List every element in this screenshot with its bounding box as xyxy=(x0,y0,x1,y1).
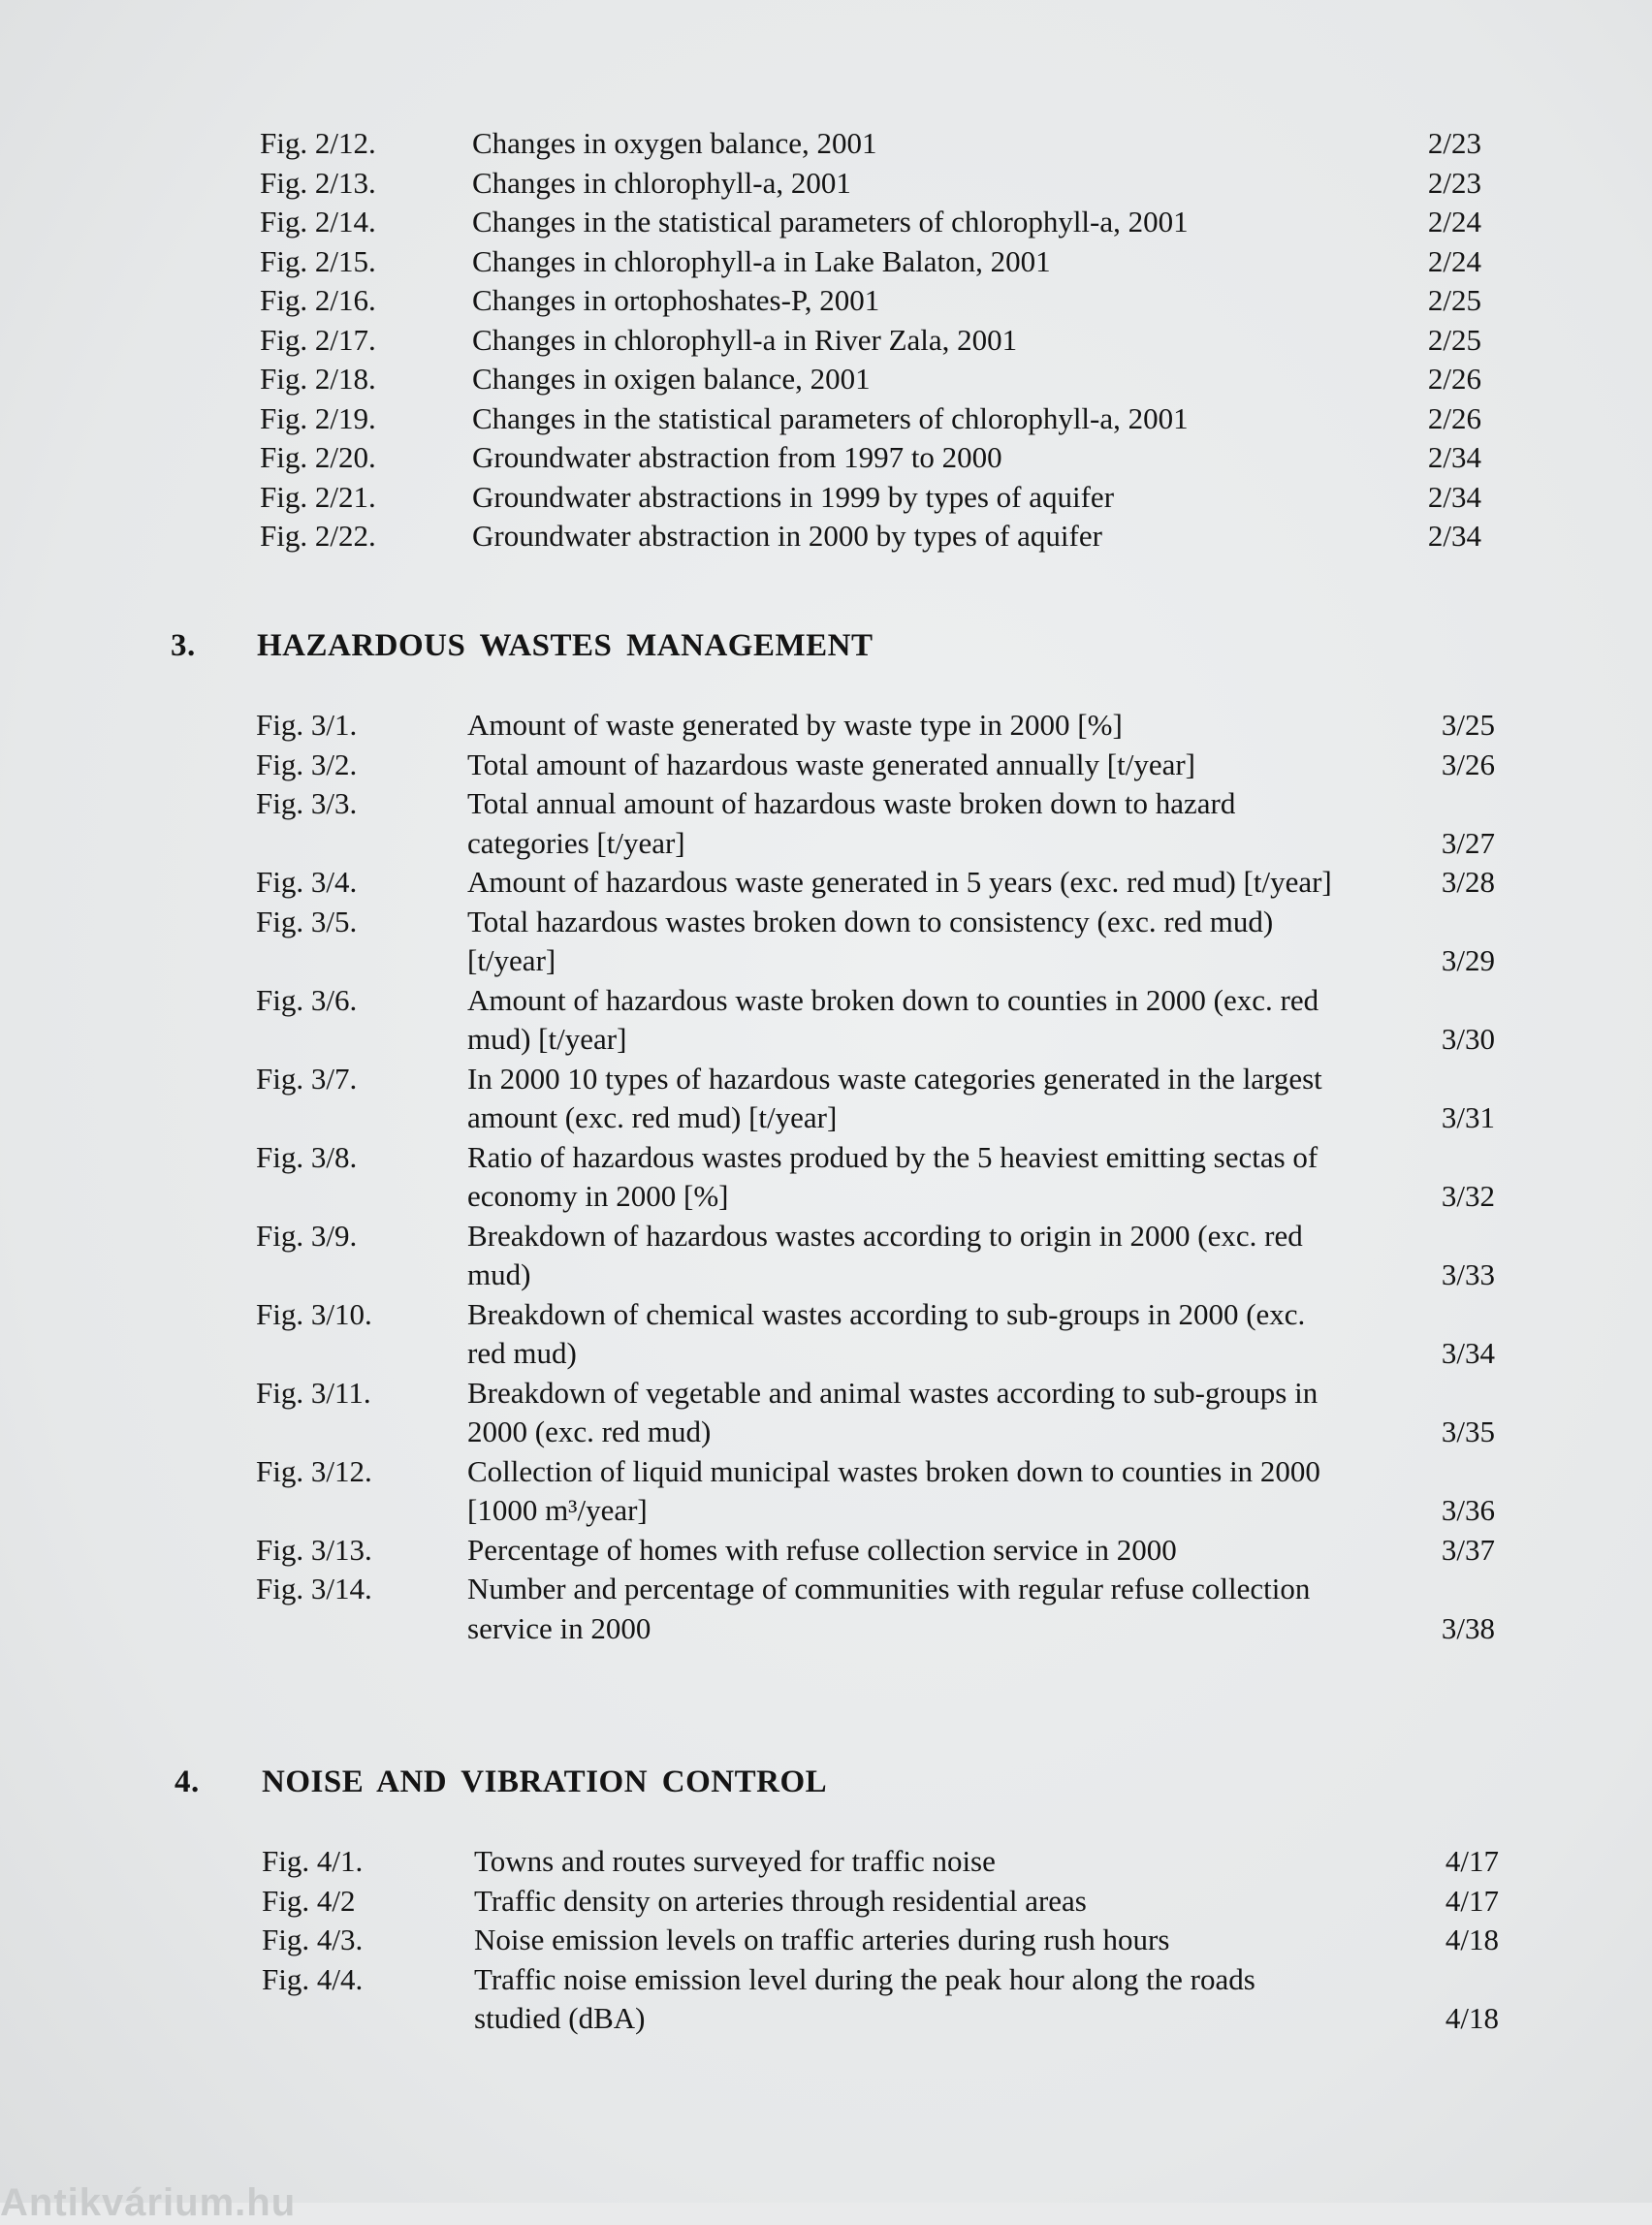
figure-label: Fig. 2/13. xyxy=(260,165,376,200)
figure-page: 3/26 xyxy=(1441,747,1495,781)
figure-page: 2/24 xyxy=(1427,243,1481,278)
figure-title: Number and percentage of communities with regular refuse collection service in 2000 xyxy=(467,1572,1311,1645)
figure-page: 4/17 xyxy=(1445,1844,1499,1878)
section-noise-vibration xyxy=(0,1764,1652,2039)
figure-entry xyxy=(0,360,1652,399)
figure-title: Percentage of homes with refuse collection service in 2000 xyxy=(467,1532,1177,1567)
figure-label: Fig. 4/3. xyxy=(262,1923,364,1956)
section-number: 4. xyxy=(175,1764,200,1799)
figure-page: 3/34 xyxy=(1441,1336,1495,1370)
figure-title: Groundwater abstractions in 1999 by types of aquifer xyxy=(472,479,1115,514)
figure-entry xyxy=(0,124,1652,164)
figure-entry xyxy=(0,746,1652,785)
figure-page: 2/25 xyxy=(1427,283,1481,317)
figure-title: Ratio of hazardous wastes produed by the 5 heaviest emitting sectas of economy in 2000 [%] xyxy=(467,1139,1318,1213)
figure-title: Amount of hazardous waste generated in 5 years (exc. red mud) [t/year] xyxy=(467,865,1332,899)
figure-entry xyxy=(0,863,1652,903)
figure-label: Fig. 3/1. xyxy=(256,708,358,742)
figure-title: Changes in oxigen balance, 2001 xyxy=(472,362,871,396)
figure-title: Changes in chlorophyll-a in Lake Balaton, 2001 xyxy=(472,243,1051,278)
figure-entry xyxy=(0,1842,1652,1882)
figure-entry xyxy=(0,478,1652,518)
figure-page: 2/34 xyxy=(1427,479,1481,514)
figure-entry xyxy=(0,1374,1652,1452)
section-title: HAZARDOUS WASTES MANAGEMENT xyxy=(257,628,874,663)
figure-label: Fig. 2/18. xyxy=(260,362,376,396)
figure-page: 2/26 xyxy=(1427,400,1481,435)
figure-label: Fig. 3/13. xyxy=(256,1532,372,1567)
figure-entry xyxy=(0,1217,1652,1295)
figure-page: 3/37 xyxy=(1441,1532,1495,1567)
figure-title: Changes in chlorophyll-a in River Zala, 2001 xyxy=(472,322,1018,357)
figure-page: 3/30 xyxy=(1441,1022,1495,1056)
figure-entry xyxy=(0,1295,1652,1374)
figure-page: 3/33 xyxy=(1441,1257,1495,1291)
section-hazardous-wastes xyxy=(0,628,1652,1648)
figure-title: Changes in chlorophyll-a, 2001 xyxy=(472,165,851,200)
figure-title: Towns and routes surveyed for traffic noise xyxy=(474,1844,996,1878)
figure-label: Fig. 3/11. xyxy=(256,1375,371,1410)
figure-page: 2/26 xyxy=(1427,362,1481,396)
section-heading xyxy=(0,628,1652,667)
figure-label: Fig. 3/4. xyxy=(256,865,358,899)
figure-label: Fig. 2/19. xyxy=(260,400,376,435)
figure-page: 3/25 xyxy=(1441,708,1495,742)
figure-title: Changes in oxygen balance, 2001 xyxy=(472,126,877,160)
figure-title: Amount of hazardous waste broken down to counties in 2000 (exc. red mud) [t/year] xyxy=(467,982,1319,1056)
figure-title: Breakdown of hazardous wastes according to origin in 2000 (exc. red mud) xyxy=(467,1218,1303,1291)
figure-title: Groundwater abstraction from 1997 to 2000 xyxy=(472,440,1002,474)
figure-label: Fig. 3/12. xyxy=(256,1453,372,1488)
figure-label: Fig. 2/12. xyxy=(260,126,376,160)
figure-label: Fig. 2/20. xyxy=(260,440,376,474)
figure-entry xyxy=(0,1570,1652,1648)
figure-label: Fig. 3/5. xyxy=(256,904,358,938)
figure-page: 4/17 xyxy=(1445,1883,1499,1918)
figure-page: 2/25 xyxy=(1427,322,1481,357)
figure-title: Total hazardous wastes broken down to consistency (exc. red mud) [t/year] xyxy=(467,904,1274,977)
figure-page: 2/34 xyxy=(1427,440,1481,474)
figure-title: Traffic density on arteries through residential areas xyxy=(474,1883,1087,1918)
figure-entry xyxy=(0,399,1652,439)
figure-entry xyxy=(0,784,1652,863)
figure-label: Fig. 3/14. xyxy=(256,1572,372,1605)
figure-entry xyxy=(0,981,1652,1060)
figure-entry xyxy=(0,1921,1652,1960)
figure-title: In 2000 10 types of hazardous waste categories generated in the largest amount (exc. red mud) [t/year] xyxy=(467,1061,1322,1134)
figure-entry xyxy=(0,164,1652,204)
section-water-figures xyxy=(0,124,1652,556)
section-heading xyxy=(0,1764,1652,1803)
figure-label: Fig. 3/3. xyxy=(256,786,358,820)
figure-page: 3/29 xyxy=(1441,943,1495,977)
figure-entry xyxy=(0,242,1652,282)
figure-label: Fig. 2/21. xyxy=(260,479,376,514)
figure-entry xyxy=(0,517,1652,556)
figure-page: 3/28 xyxy=(1441,865,1495,899)
figure-entry xyxy=(0,706,1652,746)
figure-entry xyxy=(0,1960,1652,2039)
figure-page: 3/38 xyxy=(1441,1610,1495,1645)
figure-page: 4/18 xyxy=(1445,2001,1499,2035)
figure-label: Fig. 2/15. xyxy=(260,243,376,278)
figure-title: Amount of waste generated by waste type in 2000 [%] xyxy=(467,708,1123,742)
figure-title: Changes in the statistical parameters of chlorophyll-a, 2001 xyxy=(472,400,1189,435)
figure-title: Noise emission levels on traffic arteries during rush hours xyxy=(474,1923,1170,1956)
figure-entry xyxy=(0,1882,1652,1922)
figure-entry xyxy=(0,281,1652,321)
figure-title: Total amount of hazardous waste generated annually [t/year] xyxy=(467,747,1195,781)
figure-entry xyxy=(0,203,1652,242)
figure-title: Changes in ortophoshates-P, 2001 xyxy=(472,283,880,317)
figure-label: Fig. 2/22. xyxy=(260,519,376,553)
figure-page: 2/24 xyxy=(1427,205,1481,238)
figure-label: Fig. 3/7. xyxy=(256,1061,358,1096)
figure-label: Fig. 4/4. xyxy=(262,1961,364,1996)
figure-label: Fig. 4/1. xyxy=(262,1844,364,1878)
figure-label: Fig. 3/2. xyxy=(256,747,358,781)
figure-entry xyxy=(0,1452,1652,1531)
figure-entry xyxy=(0,321,1652,361)
figure-label: Fig. 3/8. xyxy=(256,1139,358,1174)
section-title: NOISE AND VIBRATION CONTROL xyxy=(262,1764,828,1799)
figure-entry xyxy=(0,438,1652,478)
figure-entry xyxy=(0,903,1652,981)
figure-page: 2/23 xyxy=(1427,126,1481,160)
figure-title: Traffic noise emission level during the peak hour along the roads studied (dBA) xyxy=(474,1961,1255,2035)
figure-title: Groundwater abstraction in 2000 by types of aquifer xyxy=(472,519,1102,553)
section-number: 3. xyxy=(171,628,196,663)
figure-label: Fig. 2/16. xyxy=(260,283,376,317)
figure-page: 2/34 xyxy=(1427,519,1481,553)
figure-page: 3/27 xyxy=(1441,825,1495,860)
figure-entry xyxy=(0,1060,1652,1138)
figure-entry xyxy=(0,1138,1652,1217)
watermark-text: Antikvárium.hu xyxy=(0,2181,297,2224)
figure-label: Fig. 3/6. xyxy=(256,982,358,1017)
figure-page: 4/18 xyxy=(1445,1923,1499,1956)
figure-label: Fig. 3/10. xyxy=(256,1296,372,1331)
figure-title: Collection of liquid municipal wastes broken down to counties in 2000 [1000 m³/year] xyxy=(467,1453,1320,1527)
figure-page: 3/32 xyxy=(1441,1179,1495,1213)
figure-page: 3/35 xyxy=(1441,1414,1495,1448)
figure-title: Changes in the statistical parameters of chlorophyll-a, 2001 xyxy=(472,205,1189,238)
figure-page: 3/31 xyxy=(1441,1100,1495,1134)
figure-label: Fig. 4/2 xyxy=(262,1883,356,1918)
figure-page: 2/23 xyxy=(1427,165,1481,200)
figure-title: Total annual amount of hazardous waste broken down to hazard categories [t/year] xyxy=(467,786,1236,860)
figure-title: Breakdown of chemical wastes according to sub-groups in 2000 (exc. red mud) xyxy=(467,1296,1306,1370)
figure-label: Fig. 3/9. xyxy=(256,1218,358,1253)
figure-page: 3/36 xyxy=(1441,1493,1495,1527)
figure-entry xyxy=(0,1531,1652,1571)
figure-title: Breakdown of vegetable and animal wastes according to sub-groups in 2000 (exc. red mud) xyxy=(467,1375,1318,1448)
figure-label: Fig. 2/14. xyxy=(260,205,376,238)
figure-label: Fig. 2/17. xyxy=(260,322,376,357)
